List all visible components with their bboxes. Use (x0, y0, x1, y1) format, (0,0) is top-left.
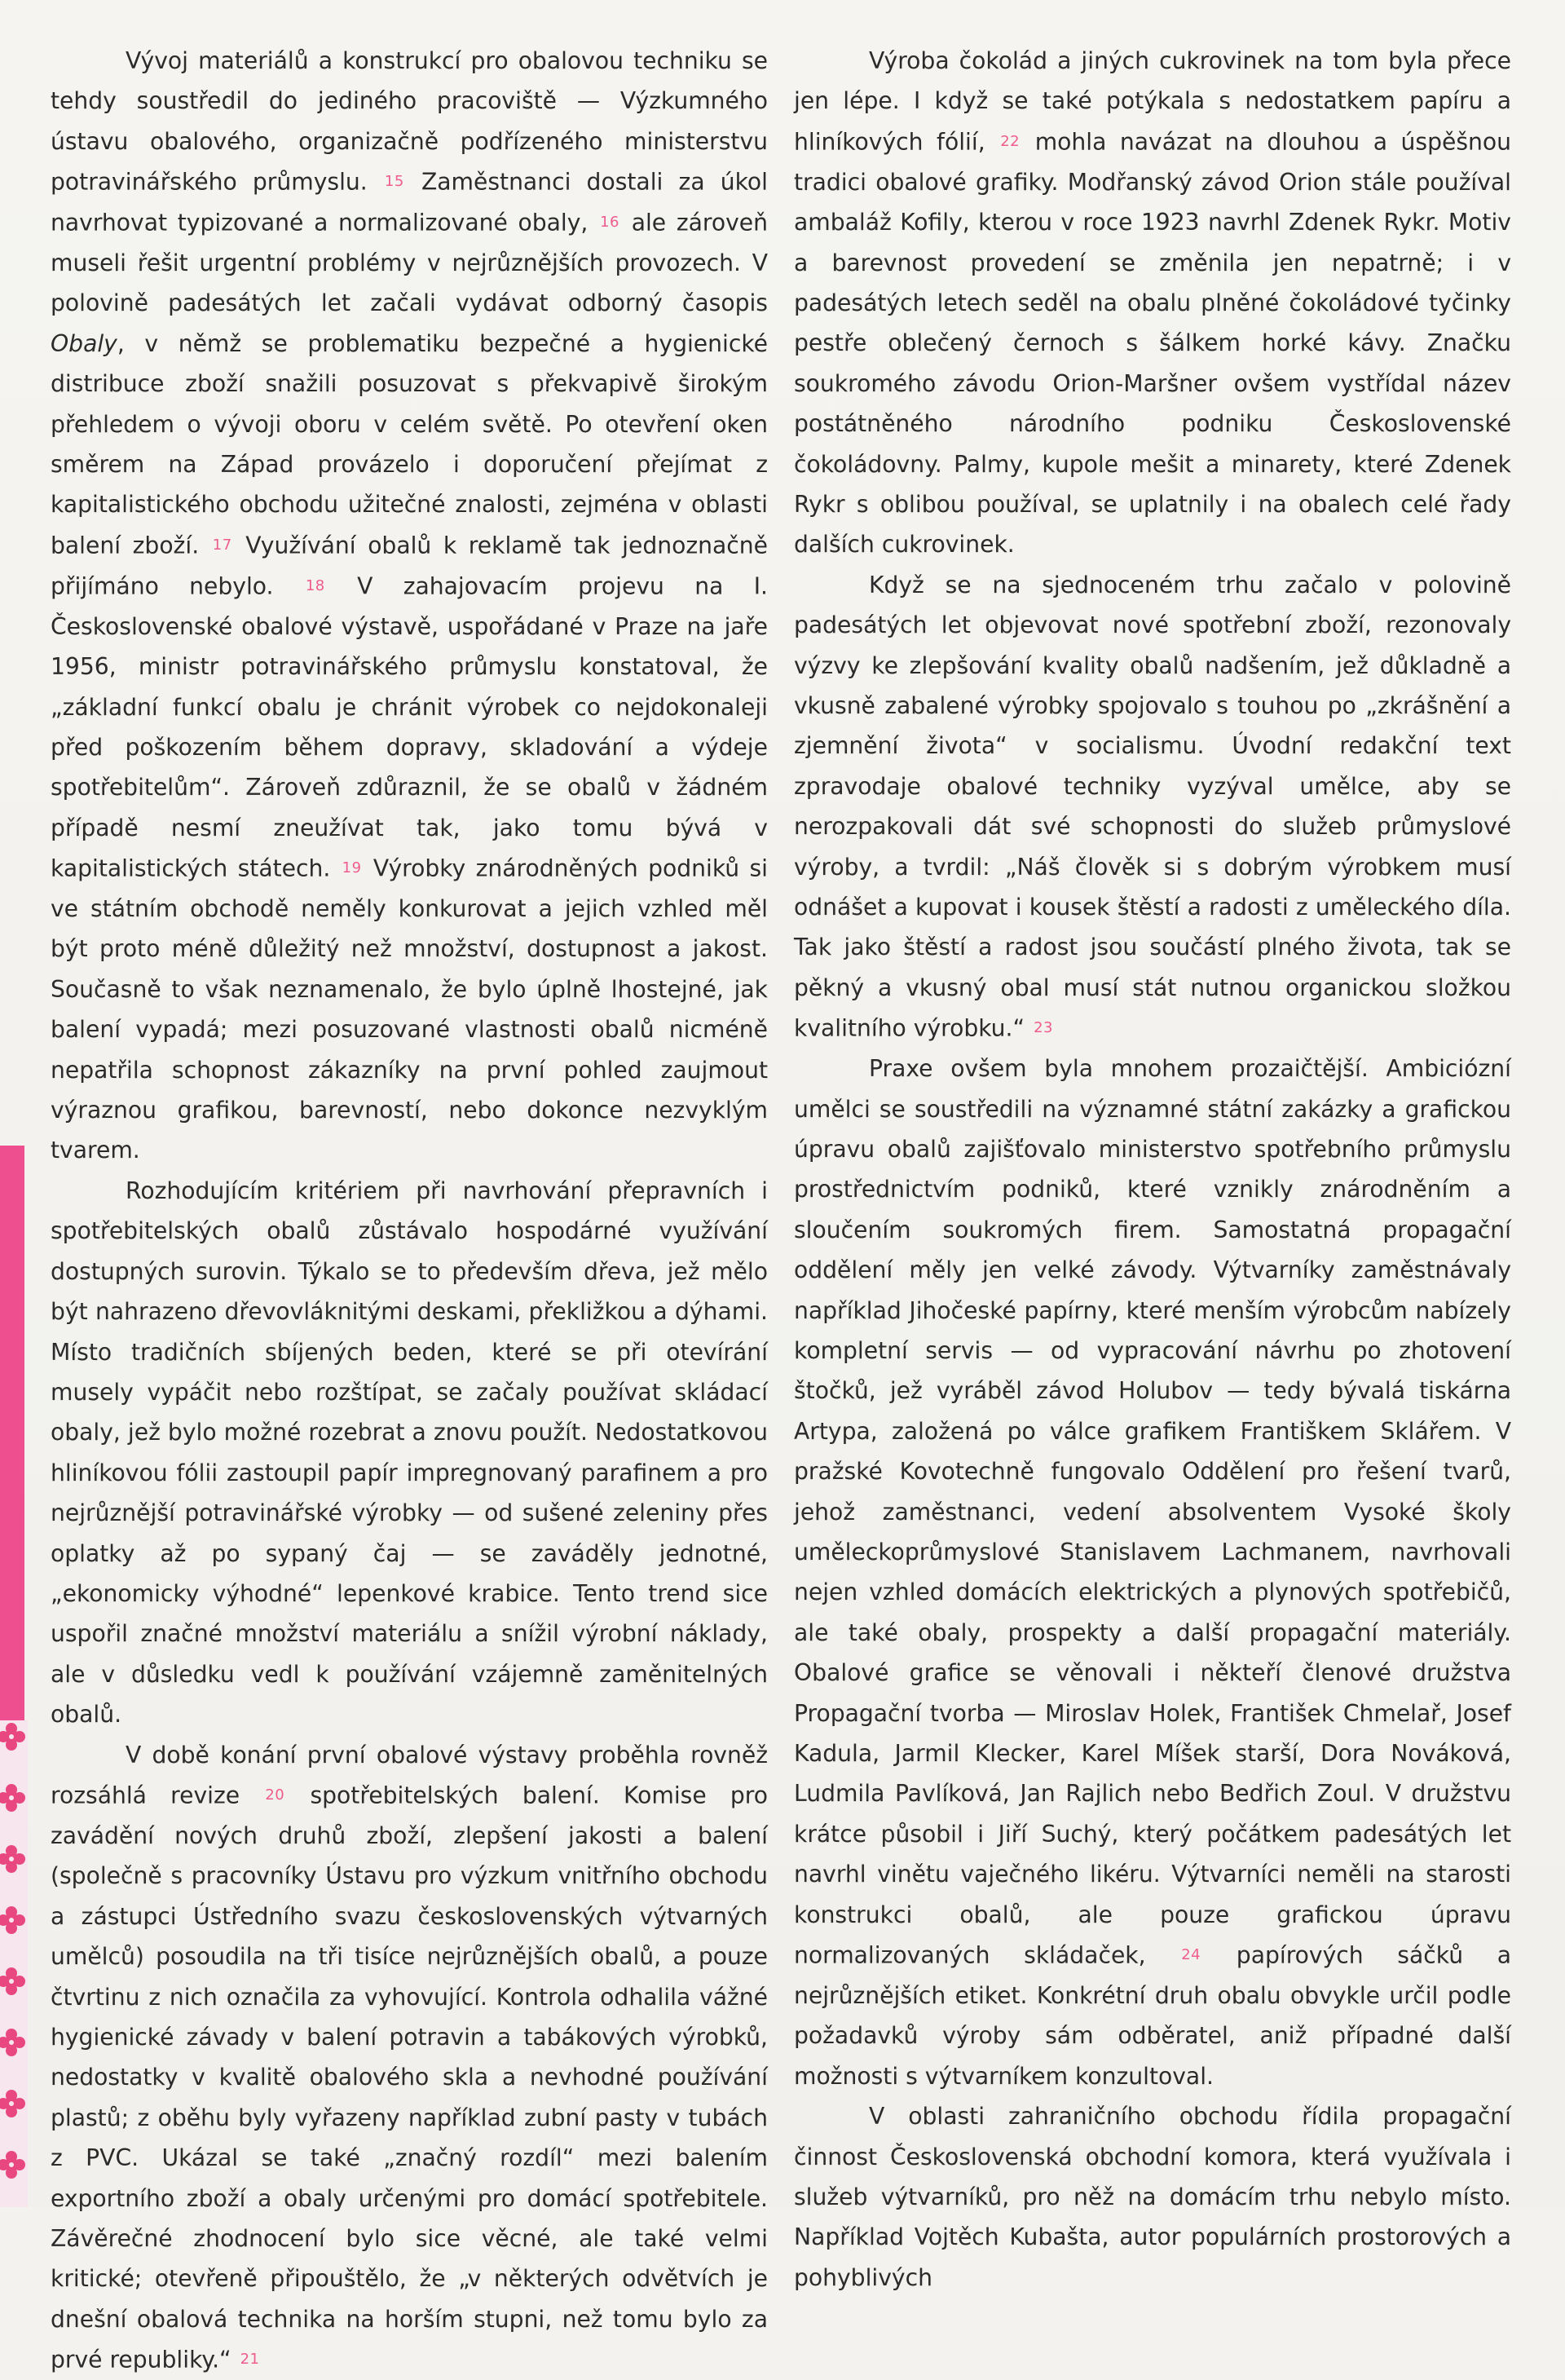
text-run: ale zároveň museli řešit urgentní problémy v nejrůznějších provozech. V polovině padesátých let začali vydávat odborný časopis (51, 209, 768, 317)
text-run: Využívání obalů k reklamě tak jednoznačně přijímáno nebylo. (51, 532, 768, 600)
footnote-marker[interactable]: 19 (342, 859, 362, 877)
text-run: Výrobky znárodněných podniků si ve státním obchodě neměly konkurovat a jejich vzhled měl být proto méně důležitý než množství, dostupnost a jakost. Současně to však neznamenalo, že bylo úplně lhostejné, jak balení vypadá; mezi posuzované vlastnosti obalů nicméně nepatřila schopnost zákazníky na první pohled zaujmout výraznou grafikou, barevností, nebo dokonce nezvyklým tvarem. (51, 854, 769, 1164)
text-run: , v němž se problematiku bezpečné a hygienické distribuce zboží snažili posuzovat s překvapivě širokým přehledem o vývoji oboru v celém světě. Po otevření oken směrem na Západ provázelo i doporučení přejímat z kapitalistického obchodu užitečné znalosti, zejména v oblasti balení zboží. (51, 329, 768, 559)
text-run: V oblasti zahraničního obchodu řídila propagační činnost Československá obchodní komora, která využívala i služeb výtvarníků, pro něž na domácím trhu nebylo místo. Například Vojtěch Kubašta, autor populárních prostorových a pohyblivých (794, 2103, 1511, 2291)
text-run: V zahajovacím projevu na I. Československé obalové výstavě, uspořádané v Praze na jaře 1956, ministr potravinářského průmyslu konstatoval, že „základní funkcí obalu je chránit výrobek co nejdokonaleji před poškozením během dopravy, skladování a výdeje spotřebitelům“. Zároveň zdůraznil, že se obalů v žádném případě nesmí zneužívat tak, jako tomu bývá v kapitalistických státech. (51, 572, 768, 882)
text-run: Zaměstnanci dostali za úkol navrhovat typizované a normalizované obaly, (51, 168, 769, 236)
text-run: Když se na sjednoceném trhu začalo v polovině padesátých let objevovat nové spotřební zboží, rezonovaly výzvy ke zlepšování kvality obalů nadšením, jež důkladně a vkusně zabalené výrobky spojovalo s touhou po „zkrášnění a zjemnění života“ v socialismu. Úvodní redakční text zpravodaje obalové techniky vyzýval umělce, aby se nerozpakovali dát své schopnosti do služeb průmyslové výroby, a tvrdil: „Náš člověk si s dobrým výrobkem musí odnášet a kupovat i kousek štěstí a radosti z uměleckého díla. Tak jako štěstí a radost jsou součástí plného života, tak se pěkný a vkusný obal musí stát nutnou organickou složkou kvalitního výrobku.“ (794, 571, 1511, 1042)
text-run: mohla navázat na dlouhou a úspěšnou tradici obalové grafiky. Modřanský závod Orion stále používal ambaláž Kofily, kterou v roce 1923 navrhl Zdenek Rykr. Motiv a barevnost provedení se změnila jen nepatrně; i v padesátých letech seděl na obalu plněné čokoládové tyčinky pestře oblečený černoch s šálkem horké kávy. Značku soukromého závodu Orion-Maršner ovšem vystřídal název postátněného národního podniku Československé čokoládovny. Palmy, kupole mešit a minarety, které Zdenek Rykr s oblibou používal, se uplatnily i na obalech celé řady dalších cukrovinek. (794, 128, 1511, 559)
paragraph (51, 41, 768, 1171)
left-text-column (51, 41, 768, 2380)
footnote-marker[interactable]: 17 (212, 536, 232, 554)
footnote-marker[interactable]: 16 (600, 214, 619, 232)
text-run: papírových sáčků a nejrůznějších etiket. Konkrétní druh obalu obvykle určil podle požadavků výroby sám odběratel, aniž případné další možnosti s výtvarníkem konzultoval. (794, 1941, 1512, 2090)
paragraph (51, 1171, 768, 1735)
footnote-marker[interactable]: 20 (265, 1786, 285, 1804)
paragraph (794, 2096, 1511, 2298)
paragraph (794, 1049, 1511, 2096)
italic-title: Obaly (51, 329, 117, 357)
pink-flower-pattern-icon (0, 1720, 28, 2207)
paragraph (51, 1735, 768, 2380)
footnote-marker[interactable]: 23 (1034, 1019, 1053, 1037)
text-run: spotřebitelských balení. Komise pro zavádění nových druhů zboží, zlepšení jakosti a balení (společně s pracovníky Ústavu pro výzkum vnitřního obchodu a zástupci Ústředního svazu československých výtvarných umělců) posoudila na tři tisíce nejrůznějších obalů, a pouze čtvrtinu z nich označila za vyhovující. Kontrola odhalila vážné hygienické závady v balení potravin a tabákových výrobků, nedostatky v kvalitě obalového skla a nevhodné používání plastů; z oběhu byly vyřazeny například zubní pasty v tubách z PVC. Ukázal se také „značný rozdíl“ mezi balením exportního zboží a obaly určenými pro domácí spotřebitele. Závěrečné zhodnocení bylo sice věcné, ale také velmi kritické; otevřeně připouštělo, že „v některých odvětvích je dnešní obalová technika na horším stupni, než tomu bylo za prvé republiky.“ (51, 1782, 768, 2373)
pink-edge-band (0, 1146, 24, 1720)
footnote-marker[interactable]: 21 (240, 2351, 260, 2369)
text-run: Vývoj materiálů a konstrukcí pro obalovou techniku se tehdy soustředil do jediného pracoviště — Výzkumného ústavu obalového, organizačně podřízeného ministerstvu potravinářského průmyslu. (51, 47, 768, 196)
text-run: Rozhodujícím kritériem při navrhování přepravních i spotřebitelských obalů zůstávalo hospodárné využívání dostupných surovin. Týkalo se to především dřeva, jež mělo být nahrazeno dřevovláknitými deskami, překližkou a dýhami. Místo tradičních sbíjených beden, které se při otevírání musely vypáčit nebo rozštípat, se začaly používat skládací obaly, jež bylo možné rozebrat a znovu použít. Nedostatkovou hliníkovou fólii zastoupil papír impregnovaný parafinem a pro nejrůznější potravinářské výrobky — od sušené zeleniny přes oplatky až po sypaný čaj — se zaváděly jednotné, „ekonomicky výhodné“ lepenkové krabice. Tento trend sice uspořil značné množství materiálu a snížil výrobní náklady, ale v důsledku vedl k používání vzájemně zaměnitelných obalů. (51, 1177, 768, 1729)
footnote-marker[interactable]: 15 (384, 173, 404, 191)
footnote-marker[interactable]: 18 (305, 576, 325, 594)
text-run: V době konání první obalové výstavy proběhla rovněž rozsáhlá revize (51, 1741, 768, 1809)
paragraph (794, 565, 1511, 1049)
flower-pattern-svg (0, 1720, 28, 2207)
text-run: Výroba čokolád a jiných cukrovinek na tom byla přece jen lépe. I když se také potýkala s nedostatkem papíru a hliníkových fólií, (794, 47, 1511, 156)
right-text-column (794, 41, 1511, 2298)
text-run: Praxe ovšem byla mnohem prozaičtější. Ambiciózní umělci se soustředili na významné státní zakázky a grafickou úpravu obalů zajišťovalo ministerstvo spotřebního průmyslu prostřednictvím podniků, které vznikly znárodněním a sloučením soukromých firem. Samostatná propagační oddělení měly jen velké závody. Výtvarníky zaměstnávaly například Jihočeské papírny, které menším výrobcům nabízely kompletní servis — od vypracování návrhu po zhotovení štočků, jež vyráběl závod Holubov — tedy bývalá tiskárna Artypa, založená po válce grafikem Františkem Sklářem. V pražské Kovotechně fungovalo Oddělení pro řešení tvarů, jehož zaměstnanci, vedení absolventem Vysoké školy uměleckoprůmyslové Stanislavem Lachmanem, navrhovali nejen vzhled domácích elektrických a plynových spotřebičů, ale také obaly, prospekty a další propagační materiály. Obalové grafice se věnovali i někteří členové družstva Propagační tvorba — Miroslav Holek, František Chmelař, Josef Kadula, Jarmil Klecker, Karel Míšek starší, Dora Nováková, Ludmila Pavlíková, Jan Rajlich nebo Bedřich Zoul. V družstvu krátce působil i Jiří Suchý, který počátkem padesátých let navrhl vinětu vaječného likéru. Výtvarníci neměli na starosti konstrukci obalů, ale pouze grafickou úpravu normalizovaných skládaček, (794, 1055, 1511, 1969)
paragraph (794, 41, 1511, 565)
footnote-marker[interactable]: 24 (1181, 1946, 1201, 1964)
footnote-marker[interactable]: 22 (1000, 132, 1021, 150)
